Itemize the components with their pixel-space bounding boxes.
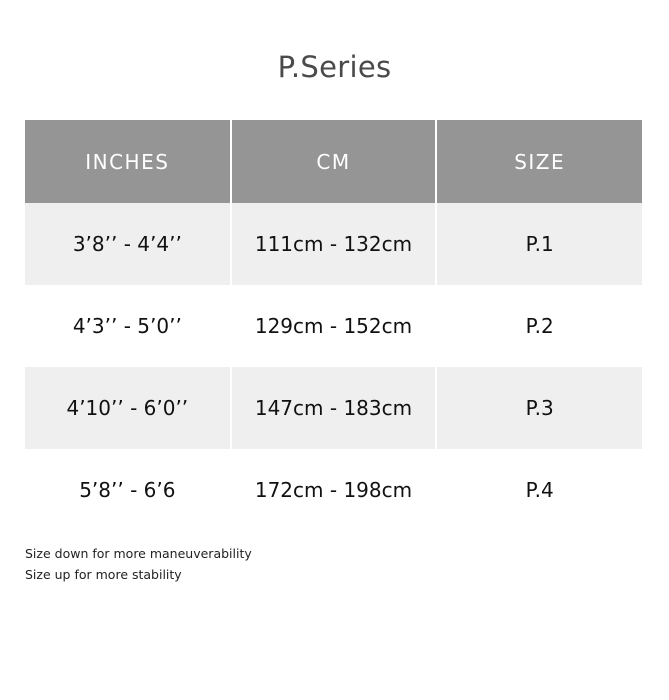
cell-cm: 129cm - 152cm [231, 285, 437, 367]
cell-inches: 4’10’’ - 6’0’’ [25, 367, 231, 449]
size-chart-table [25, 120, 642, 531]
page-title: P.Series [277, 50, 392, 84]
cell-size: P.3 [436, 367, 642, 449]
cell-cm: 147cm - 183cm [231, 367, 437, 449]
table-row [25, 367, 642, 449]
cell-inches: 4’3’’ - 5’0’’ [25, 285, 231, 367]
cell-inches: 5’8’’ - 6’6 [25, 449, 231, 531]
cell-inches: 3’8’’ - 4’4’’ [25, 203, 231, 285]
cell-size: P.2 [436, 285, 642, 367]
column-header-size: SIZE [436, 120, 642, 203]
cell-cm: 111cm - 132cm [231, 203, 437, 285]
table-row [25, 449, 642, 531]
cell-size: P.1 [436, 203, 642, 285]
table-header-row [25, 120, 642, 203]
note-size-down: Size down for more maneuverability [25, 546, 252, 561]
column-header-cm: CM [231, 120, 437, 203]
note-size-up: Size up for more stability [25, 567, 182, 582]
column-header-inches: INCHES [25, 120, 231, 203]
table-row [25, 203, 642, 285]
sizing-notes [25, 543, 252, 585]
table-row [25, 285, 642, 367]
cell-cm: 172cm - 198cm [231, 449, 437, 531]
cell-size: P.4 [436, 449, 642, 531]
